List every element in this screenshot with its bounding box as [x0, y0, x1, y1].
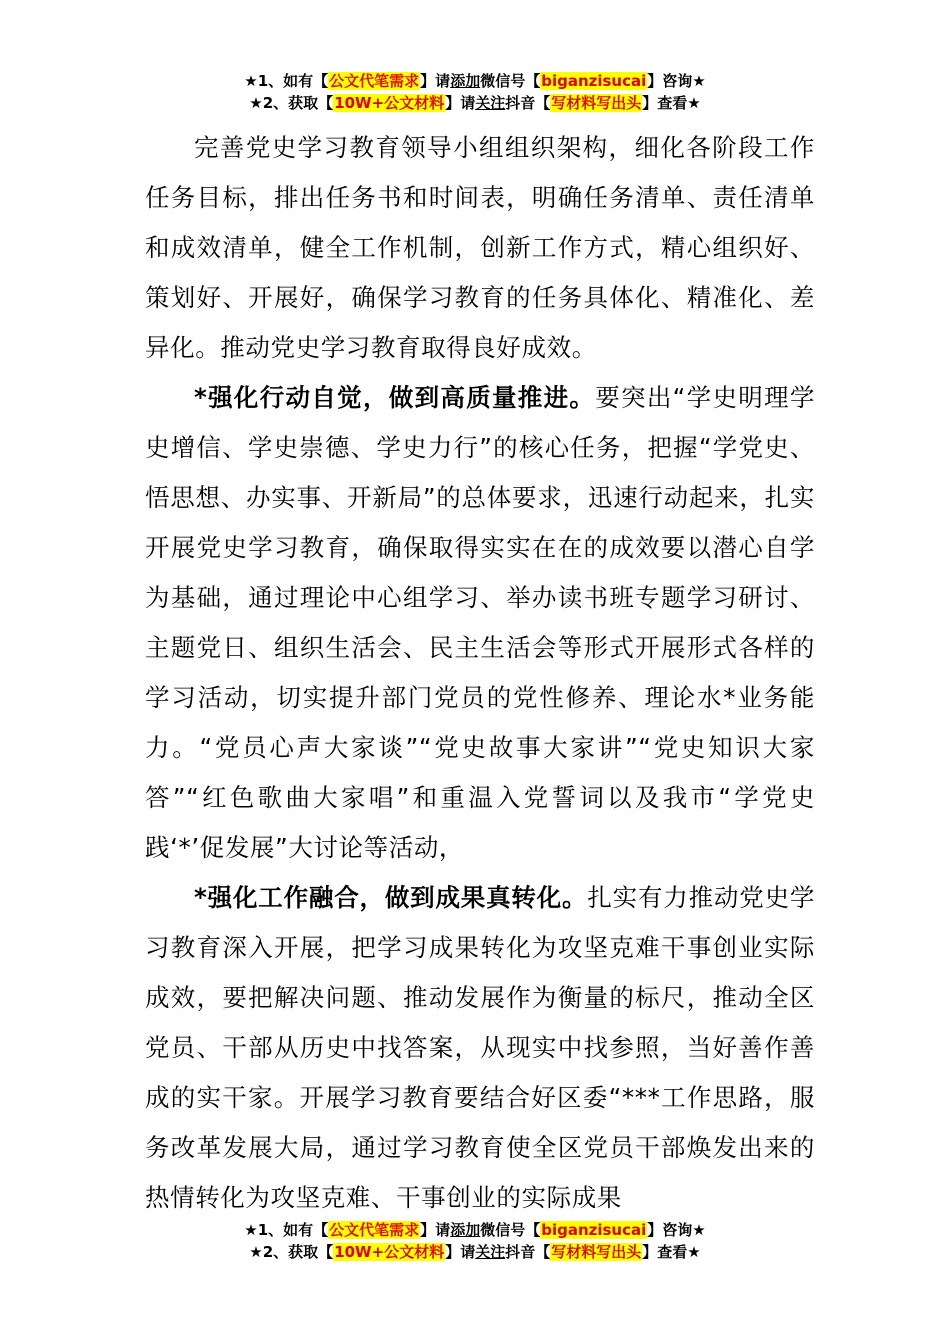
promo-text: 微信号【 — [480, 72, 541, 90]
promo-text: 】请 — [420, 1221, 451, 1239]
promo-underlined-text: 关注 — [475, 94, 506, 112]
promo-text: ★1、如有【 — [244, 72, 329, 90]
document-body — [145, 123, 815, 1223]
promo-highlight: 公文代笔需求 — [329, 1221, 420, 1239]
promo-highlight: 10W+公文材料 — [334, 94, 445, 112]
promo-text: ★1、如有【 — [244, 1221, 329, 1239]
promo-highlight: 公文代笔需求 — [329, 72, 420, 90]
paragraph-2 — [145, 373, 815, 873]
promo-text: ★2、获取【 — [249, 94, 334, 112]
paragraph-text: 完善党史学习教育领导小组组织架构，细化各阶段工作任务目标，排出任务书和时间表，明确任务清单、责任清单和成效清单，健全工作机制，创新工作方式，精心组织好、策划好、开展好，确保学习教育的任务具体化、精准化、差异化。推动党史学习教育取得良好成效。 — [145, 133, 815, 362]
promo-banner-bottom — [0, 1219, 950, 1263]
promo-text: 微信号【 — [480, 1221, 541, 1239]
promo-text: 】咨询★ — [647, 1221, 706, 1239]
promo-underlined-text: 添加 — [450, 72, 481, 90]
promo-banner-top — [0, 70, 950, 114]
promo-text: 抖音【 — [505, 94, 551, 112]
paragraph-heading: *强化工作融合，做到成果真转化。 — [194, 883, 588, 912]
paragraph-text: 扎实有力推动党史学习教育深入开展，把学习成果转化为攻坚克难干事创业实际成效，要把解决问题、推动发展作为衡量的标尺，推动全区党员、干部从历史中找答案，从现实中找参照，当好善作善成的实干家。开展学习教育要结合好区委“***工作思路，服务改革发展大局，通过学习教育使全区党员干部焕发出来的热情转化为攻坚克难、干事创业的实际成果 — [145, 883, 815, 1212]
promo-highlight: 写材料写出头 — [551, 1243, 642, 1261]
paragraph-1 — [145, 123, 815, 373]
promo-text: 】请 — [420, 72, 451, 90]
paragraph-text: 要突出“学史明理学史增信、学史崇德、学史力行”的核心任务，把握“学党史、悟思想、办实事、开新局”的总体要求，迅速行动起来，扎实开展党史学习教育，确保取得实实在在的成效要以潜心自学为基础，通过理论中心组学习、举办读书班专题学习研讨、主题党日、组织生活会、民主生活会等形式开展形式各样的学习活动，切实提升部门党员的党性修养、理论水*业务能力。“党员心声大家谈”“党史故事大家讲”“党史知识大家答”“红色歌曲大家唱”和重温入党誓词以及我市“学党史践‘*’促发展”大讨论等活动， — [145, 383, 815, 862]
promo-line-2 — [0, 92, 950, 114]
promo-text: 】请 — [445, 1243, 476, 1261]
promo-line-1 — [0, 70, 950, 92]
promo-underlined-text: 关注 — [475, 1243, 506, 1261]
paragraph-heading: *强化行动自觉，做到高质量推进。 — [194, 383, 596, 412]
promo-highlight: biganzisucai — [541, 1221, 647, 1239]
promo-text: ★2、获取【 — [249, 1243, 334, 1261]
promo-text: 】请 — [445, 94, 476, 112]
promo-line-1 — [0, 1219, 950, 1241]
promo-text: 】咨询★ — [647, 72, 706, 90]
promo-highlight: biganzisucai — [541, 72, 647, 90]
paragraph-3 — [145, 873, 815, 1223]
promo-highlight: 10W+公文材料 — [334, 1243, 445, 1261]
promo-text: 】查看★ — [642, 1243, 701, 1261]
promo-text: 】查看★ — [642, 94, 701, 112]
promo-line-2 — [0, 1241, 950, 1263]
promo-text: 抖音【 — [505, 1243, 551, 1261]
promo-highlight: 写材料写出头 — [551, 94, 642, 112]
promo-underlined-text: 添加 — [450, 1221, 481, 1239]
